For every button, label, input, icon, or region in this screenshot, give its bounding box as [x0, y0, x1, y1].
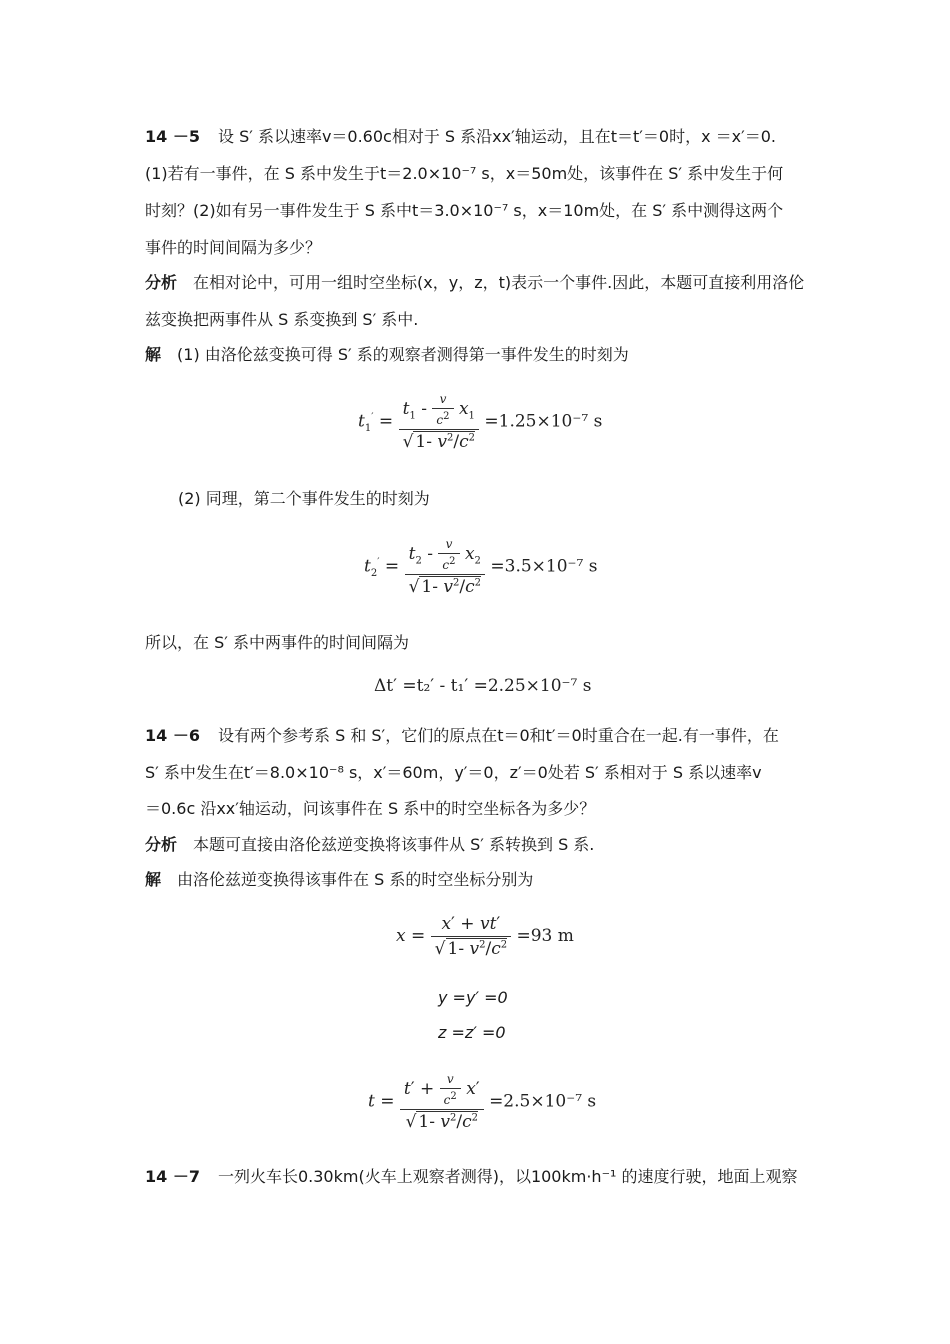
analysis-label: 分析 — [145, 835, 178, 854]
solution-label: 解 — [145, 345, 162, 364]
problem-14-5-line3: 时刻？(2)如有另一事件发生于 S 系中t＝3.0×10⁻⁷ s，x＝10m处，在 S′ 系中测得这两个 — [145, 201, 784, 220]
equation-y: y =y′ =0 — [438, 988, 508, 1007]
problem-14-6-line2: S′ 系中发生在t′＝8.0×10⁻⁸ s，x′＝60m，y′＝0，z′＝0处若 S′ 系相对于 S 系以速率v — [145, 763, 762, 782]
problem-14-5-line4: 事件的时间间隔为多少？ — [145, 238, 322, 257]
solution-14-6 — [145, 869, 810, 891]
equation-t1-result: =1.25×10⁻⁷ s — [484, 411, 603, 432]
analysis-label: 分析 — [145, 273, 178, 292]
equation-x: x = $\frac{x' + vt'}{√ 1- v^2/c^2}$ =93 m — [396, 914, 574, 959]
equation-x-result: =93 m — [516, 926, 574, 946]
analysis-text: 在相对论中，可用一组时空坐标(x，y，z，t)表示一个事件.因此，本题可直接利用洛伦 — [193, 273, 805, 292]
equation-z: z =z′ =0 — [438, 1023, 506, 1042]
equation-t2-prime: $t_2'$ = $t_2$ - $\frac{v}{c^2}$ $x_2$ √ 1- $v^2/c^2$ =3.5×10⁻⁷ s — [364, 537, 598, 597]
problem-14-5-line2: (1)若有一事件，在 S 系中发生于t＝2.0×10⁻⁷ s，x＝50m处，该事件在 S′ 系中发生于何 — [145, 164, 784, 183]
solution-14-5-line1 — [145, 344, 810, 366]
problem-14-5-line1 — [145, 126, 810, 148]
problem-number: 14 －5 — [145, 127, 200, 146]
equation-t2-result: =3.5×10⁻⁷ s — [490, 556, 598, 577]
solution-label: 解 — [145, 870, 162, 889]
solution-text: 由洛伦兹逆变换得该事件在 S 系的时空坐标分别为 — [177, 870, 534, 889]
conclusion-14-5: 所以，在 S′ 系中两事件的时间间隔为 — [145, 633, 409, 652]
equation-t1-prime: $t_1'$ = $t_1$ - $\frac{v}{c^2}$ $x_1$ √ 1- $v^2/c^2$ =1.25×10⁻⁷ s — [358, 392, 603, 452]
problem-14-6-line3: ＝0.6c 沿xx′轴运动，问该事件在 S 系中的时空坐标各为多少？ — [145, 799, 596, 818]
problem-number: 14 －6 — [145, 726, 200, 745]
equation-delta-t: Δt′ =t₂′ - t₁′ =2.25×10⁻⁷ s — [374, 676, 592, 696]
problem-number: 14 －7 — [145, 1167, 200, 1186]
analysis-14-5-line1 — [145, 272, 810, 294]
problem-14-7-line1 — [145, 1166, 810, 1188]
equation-t: t = t′ + $\frac{v}{c^2}$ x′ √ 1- $v^2/c^2$ =2.5×10⁻⁷ s — [368, 1072, 597, 1132]
analysis-text: 本题可直接由洛伦兹逆变换将该事件从 S′ 系转换到 S 系. — [193, 835, 595, 854]
solution-text: (1) 由洛伦兹变换可得 S′ 系的观察者测得第一事件发生的时刻为 — [177, 345, 629, 364]
problem-text: 设 S′ 系以速率v＝0.60c相对于 S 系沿xx′轴运动，且在t＝t′＝0时，x ＝x′＝0. — [217, 127, 777, 146]
solution-14-5-line2: (2) 同理，第二个事件发生的时刻为 — [178, 489, 430, 508]
problem-text: 一列火车长0.30km(火车上观察者测得)，以100km·h⁻¹ 的速度行驶，地面上观察 — [217, 1167, 798, 1186]
analysis-14-5-line2: 兹变换把两事件从 S 系变换到 S′ 系中. — [145, 310, 419, 329]
problem-text: 设有两个参考系 S 和 S′，它们的原点在t＝0和t′＝0时重合在一起.有一事件，在 — [217, 726, 779, 745]
analysis-14-6 — [145, 834, 810, 856]
problem-14-6-line1 — [145, 725, 810, 747]
equation-t-result: =2.5×10⁻⁷ s — [489, 1091, 597, 1112]
